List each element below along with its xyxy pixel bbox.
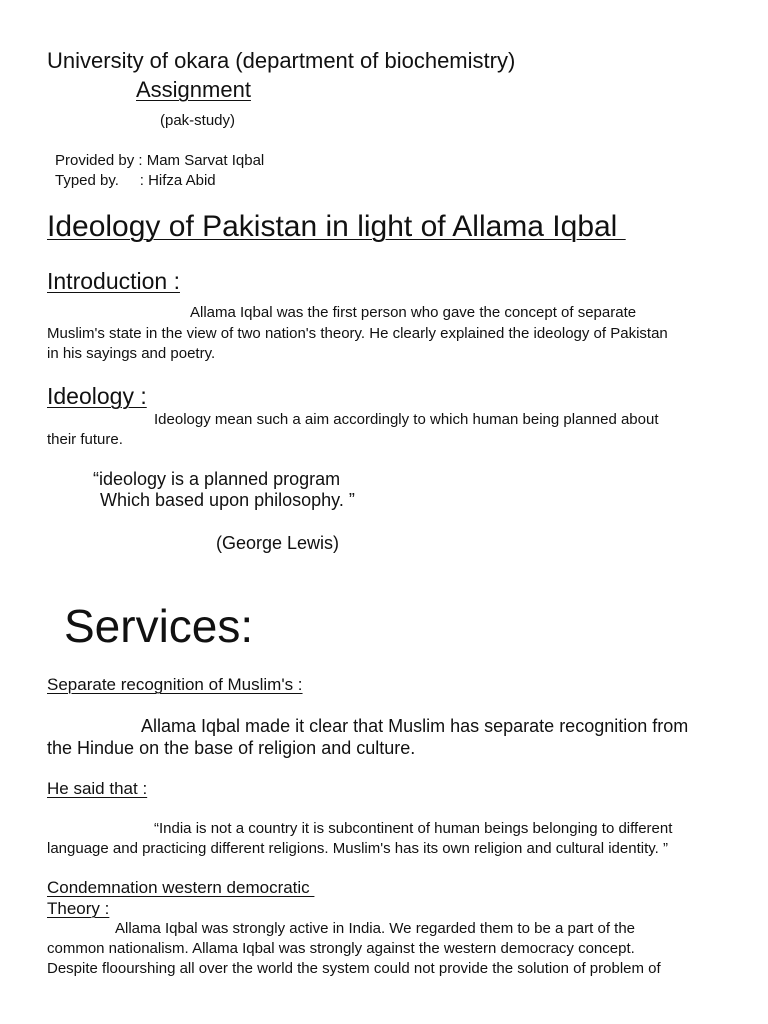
- provided-by-line: Provided by : Mam Sarvat Iqbal: [55, 152, 265, 169]
- services-heading: Services:: [64, 600, 254, 652]
- introduction-line-2: Muslim's state in the view of two nation's theory. He clearly explained the ideology of Pakistan: [47, 325, 668, 342]
- condemnation-line-1: Allama Iqbal was strongly active in India. We regarded them to be a part of the: [115, 920, 636, 937]
- ideology-line-2: their future.: [47, 431, 123, 448]
- document-title: Ideology of Pakistan in light of Allama Iqbal: [47, 210, 626, 243]
- introduction-line-1: Allama Iqbal was the first person who gave the concept of separate: [190, 304, 637, 321]
- typed-by-line: Typed by. : Hifza Abid: [55, 172, 216, 189]
- introduction-line-3: in his sayings and poetry.: [47, 345, 216, 362]
- condemnation-heading-line-2: Theory :: [47, 899, 110, 918]
- condemnation-line-3: Despite floourshing all over the world the system could not provide the solution of problem of: [47, 960, 661, 977]
- he-said-heading: He said that :: [47, 779, 148, 798]
- introduction-heading: Introduction :: [47, 268, 180, 294]
- condemnation-line-2: common nationalism. Allama Iqbal was strongly against the western democracy concept.: [47, 940, 635, 957]
- separate-recognition-heading: Separate recognition of Muslim's :: [47, 675, 303, 694]
- separate-recognition-line-2: the Hindue on the base of religion and culture.: [47, 738, 416, 758]
- he-said-line-2: language and practicing different religions. Muslim's has its own religion and cultural identity. ”: [47, 840, 668, 857]
- assignment-label: Assignment: [136, 77, 251, 102]
- ideology-quote-line-2: Which based upon philosophy. ”: [100, 490, 355, 510]
- university-line: University of okara (department of biochemistry): [47, 48, 516, 73]
- ideology-heading: Ideology :: [47, 383, 147, 409]
- ideology-line-1: Ideology mean such a aim accordingly to which human being planned about: [154, 411, 659, 428]
- separate-recognition-line-1: Allama Iqbal made it clear that Muslim has separate recognition from: [141, 716, 689, 736]
- condemnation-heading-line-1: Condemnation western democratic: [47, 878, 315, 897]
- he-said-line-1: “India is not a country it is subcontinent of human beings belonging to different: [154, 820, 673, 837]
- ideology-quote-author: (George Lewis): [216, 533, 340, 553]
- ideology-quote-line-1: “ideology is a planned program: [93, 469, 341, 489]
- subject-label: (pak-study): [160, 112, 236, 129]
